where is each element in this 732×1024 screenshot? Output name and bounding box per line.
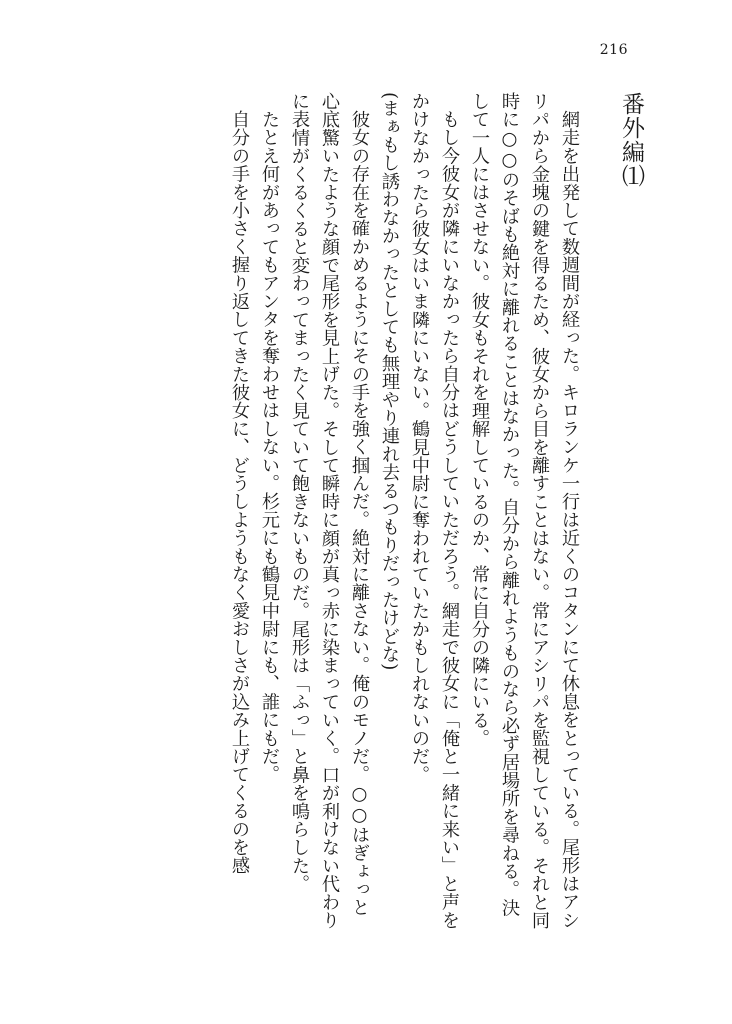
paragraph-2: もし今彼女が隣にいなかったら自分はどうしていただろう。網走で彼女に「俺と一緒に来い」と声をかけなかったら彼女はいま隣にいない。鶴見中尉に奪われていたかもしれないのだ。: [409, 92, 460, 930]
paragraph-5: たとえ何があってもアンタを奪わせはしない。杉元にも鶴見中尉にも、誰にもだ。: [259, 110, 280, 784]
paragraph-4: 彼女の存在を確かめるようにその手を強く掴んだ。絶対に離さない。俺のモノだ。○○はぎょっと心底驚いたような顔で尾形を見上げた。そして瞬時に顔が真っ赤に染まっていく。口が利けない代わりに表情がくるくると変わってまったく見ていて飽きないものだ。尾形は「ふっ」と鼻を鳴らした。: [289, 92, 370, 930]
paragraph-6: 自分の手を小さく握り返してきた彼女に、どうしようもなく愛おしさが込み上げてくるのを感: [229, 110, 250, 875]
paragraph-1: 網走を出発して数週間が経った。キロランケ一行は近くのコタンにて休息をとっている。尾形はアシリパから金塊の鍵を得るため、彼女から目を離すことはない。常にアシリパを監視している。それと同時に○○のそばも絶対に離れることはなかった。自分から離れようものなら必ず居場所を尋ねる。決して一人にはさせない。彼女もそれを理解しているのか、常に自分の隣にいる。: [469, 92, 580, 930]
chapter-title: 番外編⑴: [618, 92, 644, 188]
body-text: [224, 92, 648, 932]
page-number: 216: [599, 42, 628, 58]
paragraph-3: (まぁもし誘わなかったとしても無理やり連れ去るつもりだったけどな): [379, 92, 400, 671]
